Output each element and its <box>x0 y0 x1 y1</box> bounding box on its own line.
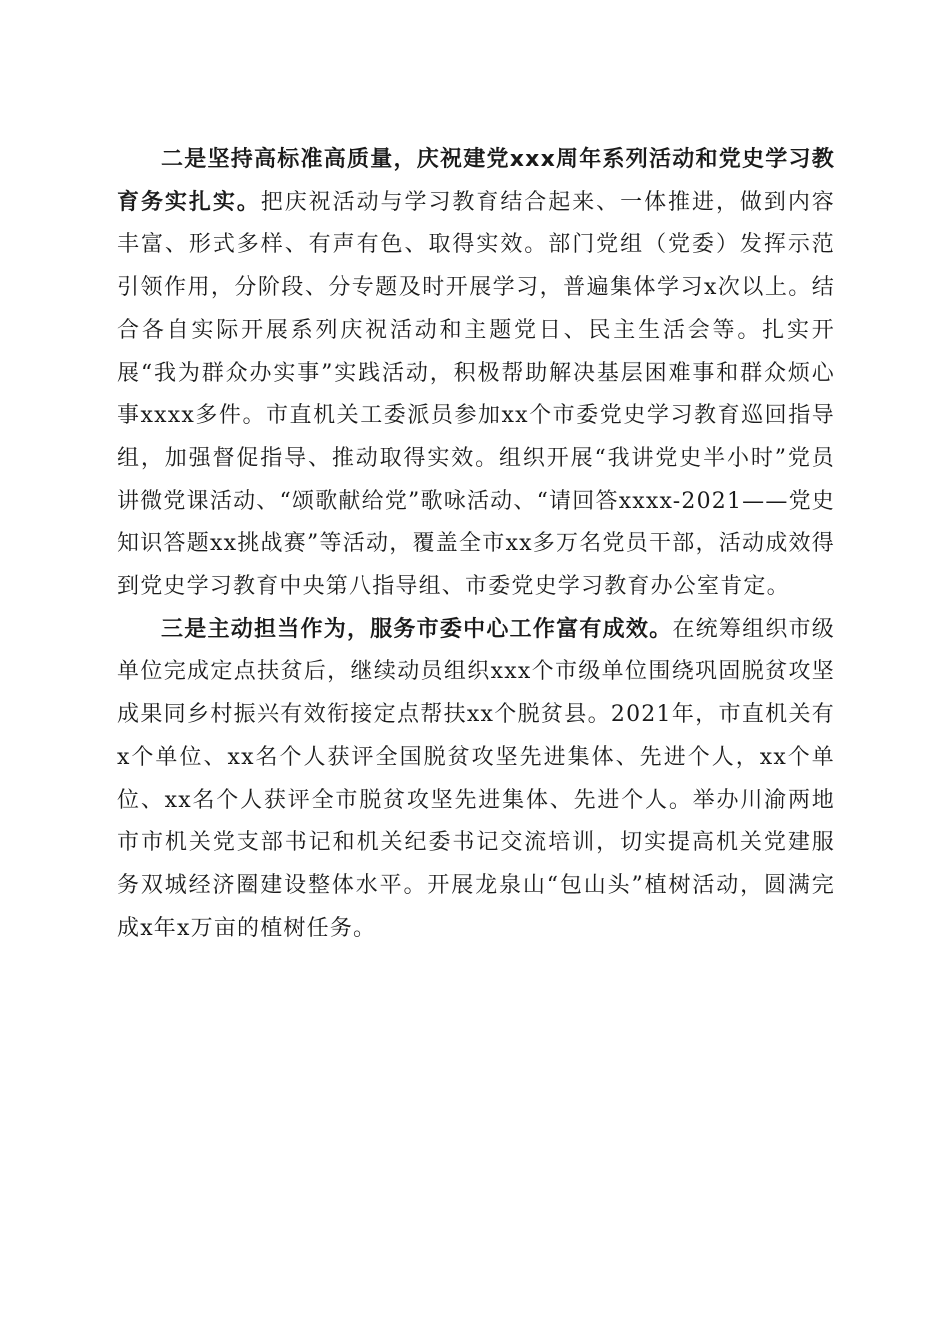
paragraph-body-text: 把庆祝活动与学习教育结合起来、一体推进，做到内容丰富、形式多样、有声有色、取得实效。部门党组（党委）发挥示范引领作用，分阶段、分专题及时开展学习，普遍集体学习x次以上。结合各自实际开展系列庆祝活动和主题党日、民主生活会等。扎实开展“我为群众办实事”实践活动，积极帮助解决基层困难事和群众烦心事xxxx多件。市直机关工委派员参加xx个市委党史学习教育巡回指导组，加强督促指导、推动取得实效。组织开展“我讲党史半小时”党员讲微党课活动、“颂歌献给党”歌咏活动、“请回答xxxx-2021——党史知识答题xx挑战赛”等活动，覆盖全市xx多万名党员干部，活动成效得到党史学习教育中央第八指导组、市委党史学习教育办公室肯定。 <box>117 189 835 600</box>
paragraph-body-text: 在统筹组织市级单位完成定点扶贫后，继续动员组织xxx个市级单位围绕巩固脱贫攻坚成果同乡村振兴有效衔接定点帮扶xx个脱贫县。2021年，市直机关有x个单位、xx名个人获评全国脱贫攻坚先进集体、先进个人，xx个单位、xx名个人获评全市脱贫攻坚先进集体、先进个人。举办川渝两地市市机关党支部书记和机关纪委书记交流培训，切实提高机关党建服务双城经济圈建设整体水平。开展龙泉山“包山头”植树活动，圆满完成x年x万亩的植树任务。 <box>117 616 835 941</box>
paragraph-party-history-education <box>117 139 835 609</box>
paragraph-serve-municipal-work <box>117 609 835 951</box>
document-page <box>117 139 835 950</box>
paragraph-lead-sentence: 三是主动担当作为，服务市委中心工作富有成效。 <box>161 616 673 642</box>
paragraph-lead-sentence: 二是坚持高标准高质量，庆祝建党xxx周年系列活动和党史学习教育务实扎实。 <box>117 147 835 215</box>
